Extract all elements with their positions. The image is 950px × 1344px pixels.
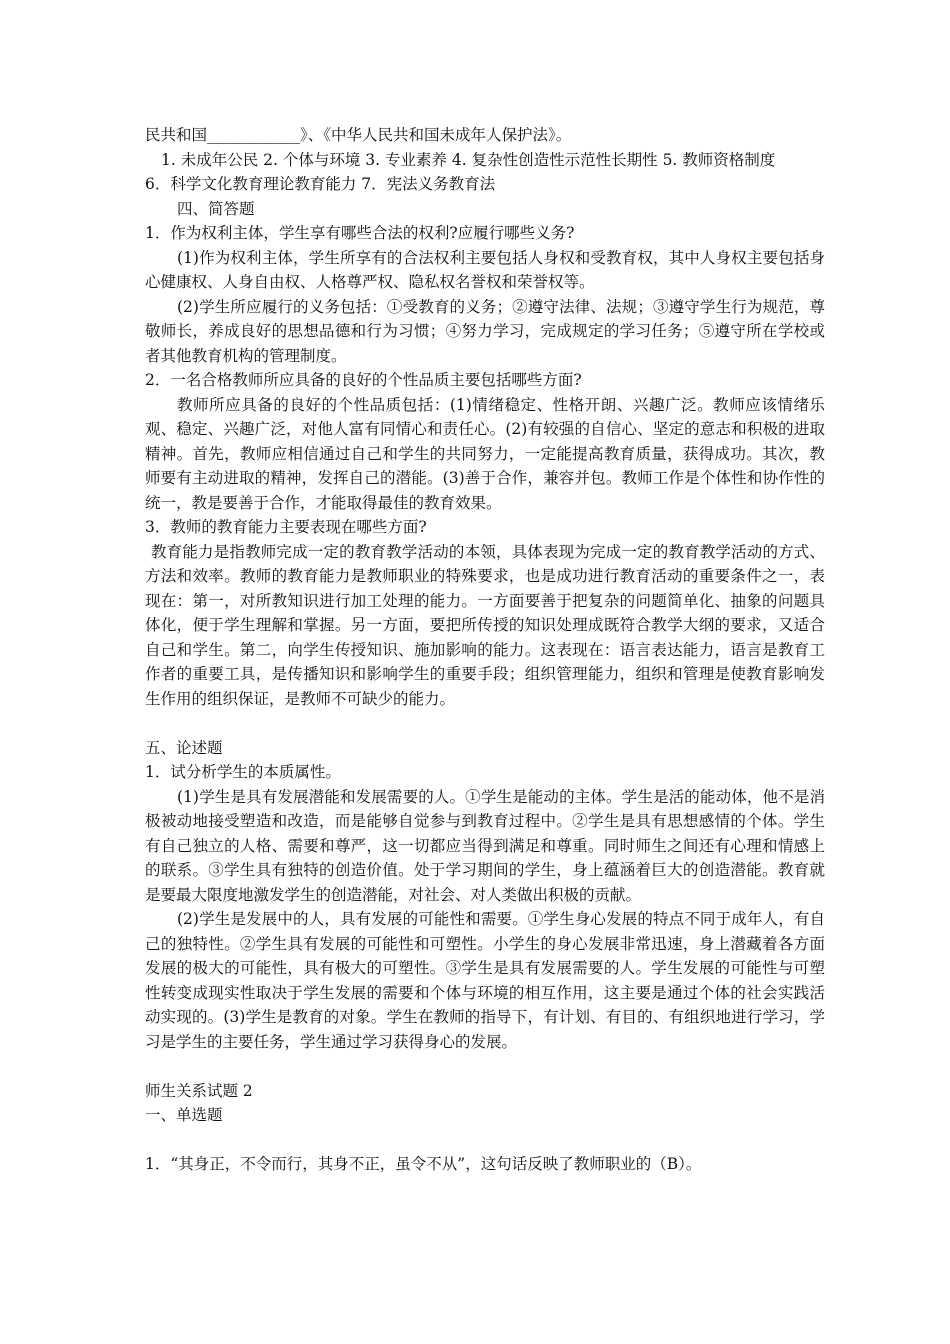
answer-key-line: 6．科学文化教育理论教育能力 7．宪法义务教育法 (145, 175, 496, 193)
blank-line (145, 1054, 825, 1079)
text-line: 民共和国____________》、《中华人民共和国未成年人保护法》。 (145, 126, 572, 144)
blank-line (145, 711, 825, 736)
answer-paragraph: (2)学生是发展中的人，具有发展的可能性和需要。①学生身心发展的特点不同于成年人，有自己的独特性。②学生具有发展的可能性和可塑性。小学生的身心发展非常迅速，身上潜藏着各方面发展的极大的可能性，具有极大的可塑性。③学生是具有发展需要的人。学生发展的可能性与可塑性转变成现实性取决于学生发展的需要和个体与环境的相互作用，这主要是通过个体的社会实践活动实现的。(3)学生是教育的对象。学生在教师的指导下，有计划、有目的、有组织地进行学习，学习是学生的主要任务，学生通过学习获得身心的发展。 (145, 910, 825, 1051)
section-heading: 一、单选题 (145, 1106, 223, 1124)
test-title: 师生关系试题 2 (145, 1081, 253, 1100)
answer-paragraph: (1)学生是具有发展潜能和发展需要的人。①学生是能动的主体。学生是活的能动体，他不是消极被动地接受塑造和改造，而是能够自觉参与到教育过程中。②学生是具有思想感情的个体。学生有自己独立的人格、需要和尊严，这一切都应当得到满足和尊重。同时师生之间还有心理和情感上的联系。③学生具有独特的创造价值。处于学习期间的学生，身上蕴涵着巨大的创造潜能。教育就是要最大限度地激发学生的创造潜能，对社会、对人类做出积极的贡献。 (145, 787, 825, 904)
question: 2．一名合格教师所应具备的良好的个性品质主要包括哪些方面? (145, 371, 582, 389)
document-page (145, 123, 825, 1177)
question: 3．教师的教育能力主要表现在哪些方面? (145, 518, 427, 536)
question: 1．“其身正，不令而行，其身不正，虽令不从”，这句话反映了教师职业的（B）。 (145, 1155, 702, 1173)
section-heading: 四、简答题 (177, 199, 255, 218)
question: 1．试分析学生的本质属性。 (145, 763, 341, 781)
answer-paragraph: (1)作为权利主体，学生所享有的合法权利主要包括人身权和受教育权，其中人身权主要包括身心健康权、人身自由权、人格尊严权、隐私权名誉权和荣誉权等。 (145, 248, 825, 291)
blank-line (145, 1128, 825, 1153)
question: 1．作为权利主体，学生享有哪些合法的权利?应履行哪些义务? (145, 224, 575, 242)
section-heading: 五、论述题 (145, 738, 223, 757)
answer-key-line: 1. 未成年公民 2. 个体与环境 3. 专业素养 4. 复杂性创造性示范性长期性 5. 教师资格制度 (161, 150, 776, 169)
answer-paragraph: (2)学生所应履行的义务包括：①受教育的义务；②遵守法律、法规；③遵守学生行为规范，尊敬师长，养成良好的思想品德和行为习惯；④努力学习，完成规定的学习任务；⑤遵守所在学校或者其他教育机构的管理制度。 (145, 297, 825, 365)
answer-paragraph: 教师所应具备的良好的个性品质包括：(1)情绪稳定、性格开朗、兴趣广泛。教师应该情绪乐观、稳定、兴趣广泛，对他人富有同情心和责任心。(2)有较强的自信心、坚定的意志和积极的进取精神。首先，教师应相信通过自己和学生的共同努力，一定能提高教育质量，获得成功。其次，教师要有主动进取的精神，发挥自己的潜能。(3)善于合作，兼容并包。教师工作是个体性和协作性的统一，教是要善于合作，才能取得最佳的教育效果。 (145, 395, 825, 512)
answer-paragraph: 教育能力是指教师完成一定的教育教学活动的本领，具体表现为完成一定的教育教学活动的方式、方法和效率。教师的教育能力是教师职业的特殊要求，也是成功进行教育活动的重要条件之一，表现在：第一，对所教知识进行加工处理的能力。一方面要善于把复杂的问题简单化、抽象的问题具体化，便于学生理解和掌握。另一方面，要把所传授的知识处理成既符合教学大纲的要求，又适合自己和学生。第二，向学生传授知识、施加影响的能力。这表现在：语言表达能力，语言是教育工作者的重要工具，是传播知识和影响学生的重要手段；组织管理能力，组织和管理是使教育影响发生作用的组织保证，是教师不可缺少的能力。 (145, 542, 825, 708)
